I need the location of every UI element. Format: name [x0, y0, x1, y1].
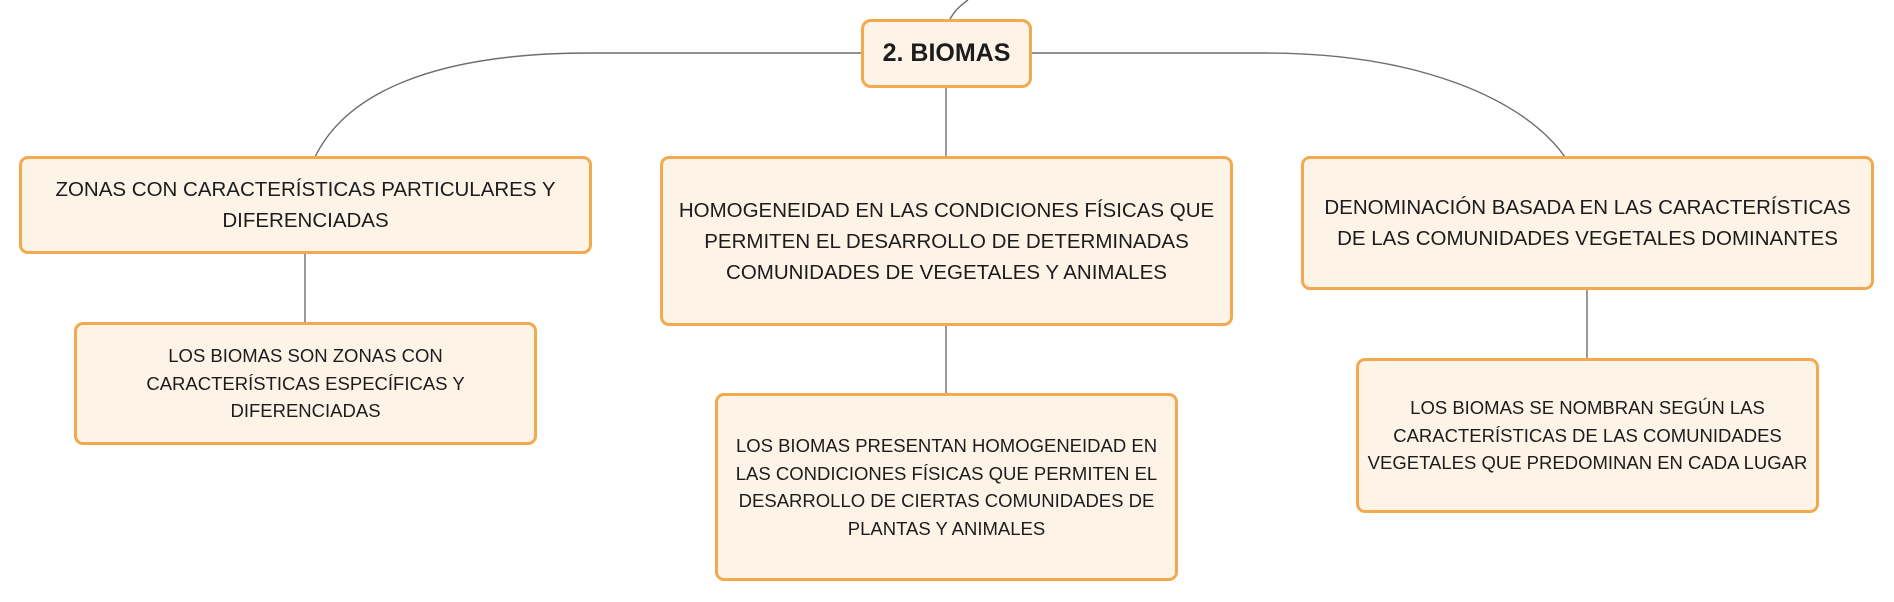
root-node-label: 2. BIOMAS [882, 39, 1011, 67]
branch-node-zonas-label: ZONAS CON CARACTERÍSTICAS PARTICULARES Y DIFERENCIADAS [55, 178, 556, 232]
branch-node-homogeneidad[interactable] [660, 156, 1233, 326]
connector-parent-to-root [950, 0, 968, 19]
detail-node-zonas[interactable] [74, 322, 537, 445]
branch-node-zonas[interactable] [19, 156, 592, 254]
branch-node-denominacion-label: DENOMINACIÓN BASADA EN LAS CARACTERÍSTICAS DE LAS COMUNIDADES VEGETALES DOMINANTES [1324, 196, 1851, 250]
detail-node-denominacion[interactable] [1356, 358, 1819, 513]
detail-node-homogeneidad-label: LOS BIOMAS PRESENTAN HOMOGENEIDAD EN LAS CONDICIONES FÍSICAS QUE PERMITEN EL DESARROLLO DE CIERTAS COMUNIDADES DE PLANTAS Y ANIMALES [735, 435, 1158, 539]
connector-root-to-denominacion [1032, 53, 1565, 157]
detail-node-denominacion-label: LOS BIOMAS SE NOMBRAN SEGÚN LAS CARACTERÍSTICAS DE LAS COMUNIDADES VEGETALES QUE PREDOMINAN EN CADA LUGAR [1367, 397, 1808, 474]
branch-node-denominacion[interactable] [1301, 156, 1874, 290]
detail-node-zonas-label: LOS BIOMAS SON ZONAS CON CARACTERÍSTICAS ESPECÍFICAS Y DIFERENCIADAS [146, 345, 465, 422]
branch-node-homogeneidad-label: HOMOGENEIDAD EN LAS CONDICIONES FÍSICAS QUE PERMITEN EL DESARROLLO DE DETERMINADAS COMUNIDADES DE VEGETALES Y ANIMALES [678, 198, 1215, 284]
root-node-biomas[interactable] [861, 19, 1032, 88]
detail-node-homogeneidad[interactable] [715, 393, 1178, 581]
connector-root-to-zonas [315, 53, 861, 157]
